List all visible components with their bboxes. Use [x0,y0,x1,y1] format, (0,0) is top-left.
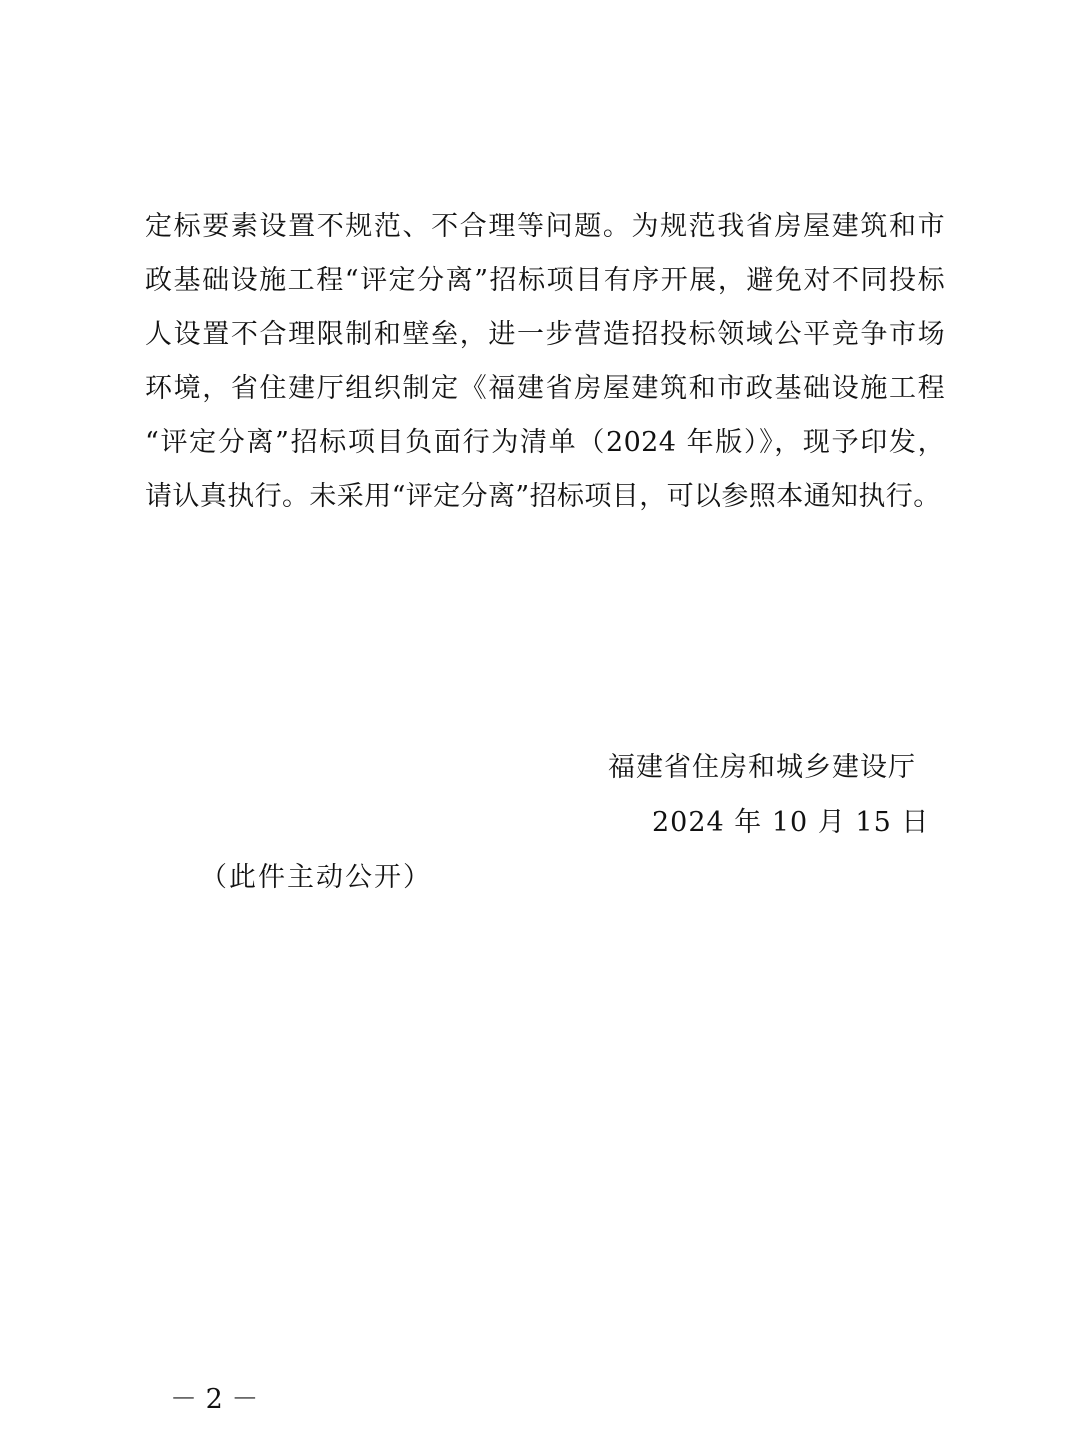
page-number: － 2 － [170,1384,259,1415]
paragraph-line: “评定分离”招标项目负面行为清单（2024 年版）》，现予印发， [145,427,945,458]
paragraph-line: 环境，省住建厅组织制定《福建省房屋建筑和市政基础设施工程 [145,373,945,404]
paragraph-line: 政基础设施工程“评定分离”招标项目有序开展，避免对不同投标 [145,265,945,296]
signature-date: 2024 年 10 月 15 日 [652,807,930,838]
public-disclosure-note: （此件主动公开） [200,862,432,893]
paragraph-line: 请认真执行。未采用“评定分离”招标项目，可以参照本通知执行。 [145,481,941,512]
notice-body-paragraph [145,200,945,524]
paragraph-line: 人设置不合理限制和壁垒，进一步营造招投标领域公平竞争市场 [145,319,945,350]
signature-organization: 福建省住房和城乡建设厅 [608,752,916,783]
paragraph-line: 定标要素设置不规范、不合理等问题。为规范我省房屋建筑和市 [145,211,945,242]
